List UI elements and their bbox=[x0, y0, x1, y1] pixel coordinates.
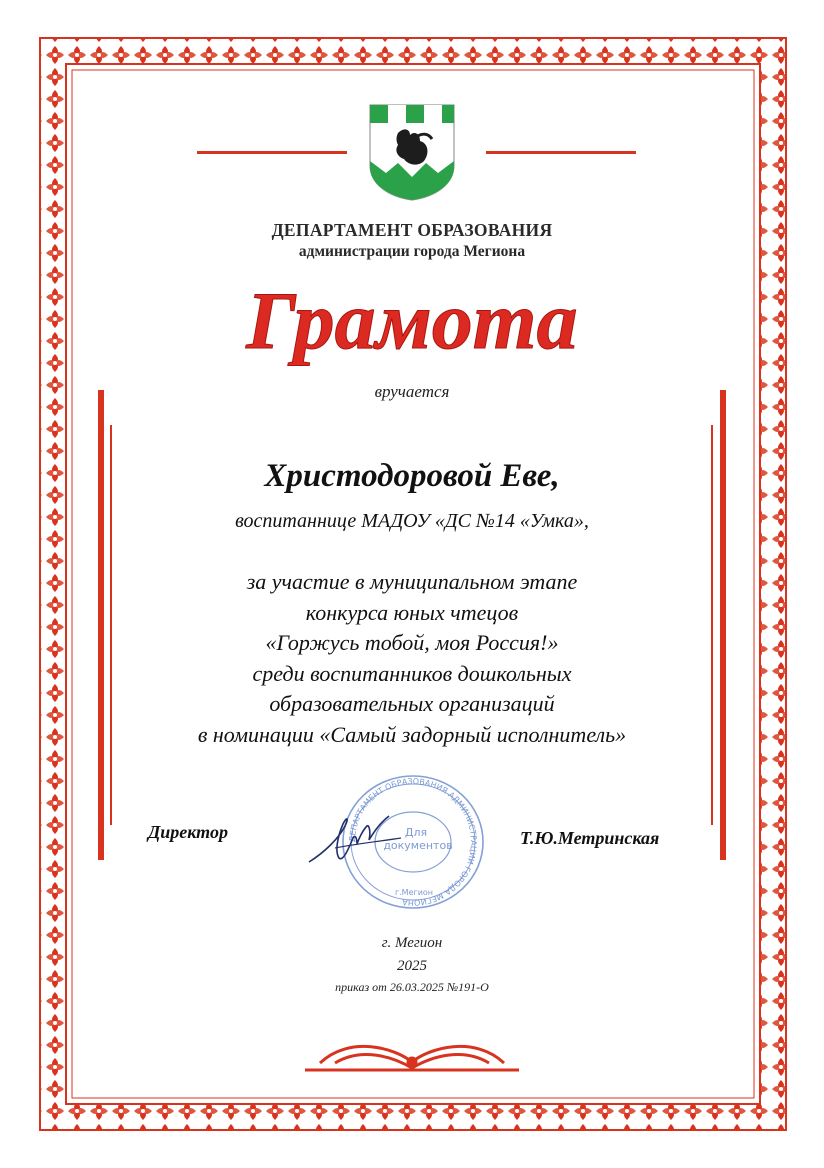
stamp-center-text: документов bbox=[383, 839, 453, 852]
reason-line: образовательных организаций bbox=[269, 691, 555, 716]
order-reference: приказ от 26.03.2025 №191-О bbox=[335, 980, 489, 994]
recipient-name: Христодоровой Еве, bbox=[264, 458, 560, 494]
year-label: 2025 bbox=[397, 958, 427, 974]
title-text: Грамота bbox=[246, 275, 578, 366]
department-name: ДЕПАРТАМЕНТ ОБРАЗОВАНИЯ bbox=[271, 220, 553, 240]
certificate-title bbox=[150, 268, 674, 378]
reason-line: «Горжусь тобой, моя Россия!» bbox=[265, 630, 559, 655]
award-reason bbox=[0, 567, 824, 750]
stamp-bottom-text: г.Мегион bbox=[394, 888, 434, 897]
handwritten-signature bbox=[305, 808, 428, 870]
stamp-center-text: Для bbox=[404, 826, 428, 839]
reason-line: конкурса юных чтецов bbox=[305, 599, 519, 625]
signatory-position: Директор bbox=[148, 822, 228, 842]
department-subtitle: администрации города Мегиона bbox=[298, 243, 526, 260]
recipient-description: воспитаннице МАДОУ «ДС №14 «Умка», bbox=[235, 510, 589, 532]
reason-line: среди воспитанников дошкольных bbox=[252, 660, 572, 686]
signatory-name: Т.Ю.Метринская bbox=[520, 828, 660, 848]
bottom-ornament-icon bbox=[305, 1046, 519, 1070]
reason-line: за участие в муниципальном этапе bbox=[246, 569, 578, 594]
stamp-outer-text: ДЕПАРТАМЕНТ ОБРАЗОВАНИЯ АДМИНИСТРАЦИИ ГОРОДА МЕГИОНА bbox=[347, 776, 479, 908]
reason-line: в номинации «Самый задорный исполнитель» bbox=[197, 721, 627, 747]
city-emblem-icon bbox=[368, 103, 456, 201]
awarded-label: вручается bbox=[374, 382, 450, 401]
city-label: г. Мегион bbox=[381, 935, 443, 951]
